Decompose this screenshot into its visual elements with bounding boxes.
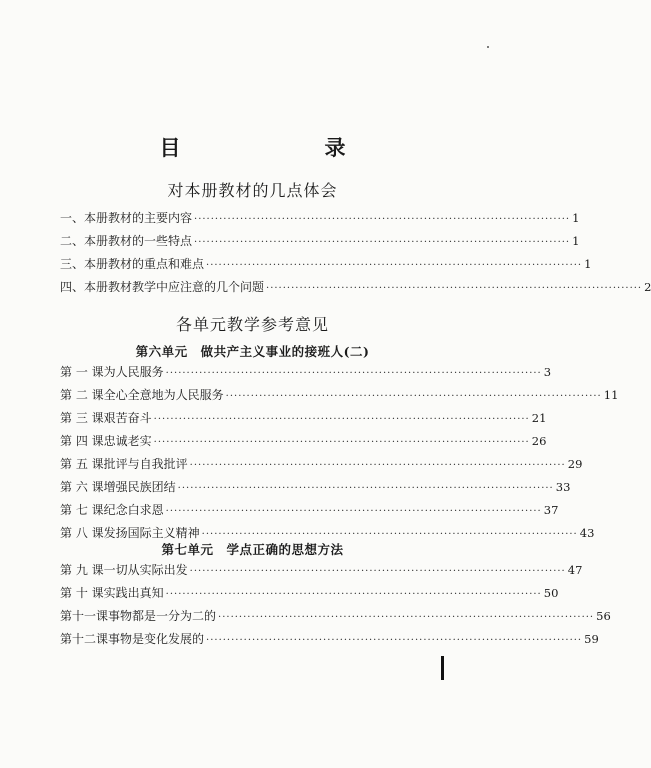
- lesson-title: 艰苦奋斗: [103, 411, 152, 425]
- toc-entry: [60, 208, 580, 228]
- scan-edge-mark: [441, 656, 444, 680]
- lesson-number: 第十一课: [60, 609, 109, 623]
- page-title: 目 录: [159, 135, 380, 160]
- lesson-entry: [60, 454, 583, 474]
- lesson-page: 37: [543, 503, 559, 517]
- lesson-number: 第 六 课: [60, 480, 104, 494]
- toc-entry-label: 一、本册教材的主要内容: [60, 211, 193, 225]
- lesson-page: 29: [567, 457, 583, 471]
- lesson-entry: [60, 477, 571, 497]
- lesson-page: 56: [596, 609, 611, 623]
- units-heading: 各单元教学参考意见: [175, 315, 329, 334]
- leader-dots: ··························································································: [153, 437, 530, 448]
- toc-entry-label: 二、本册教材的一些特点: [60, 234, 193, 248]
- lesson-number: 第 八 课: [60, 526, 104, 540]
- leader-dots: ··························································································: [266, 283, 643, 294]
- toc-entry: [60, 231, 580, 251]
- toc-entry: [60, 277, 651, 297]
- lesson-page: 33: [555, 480, 571, 494]
- lesson-entry: [60, 500, 559, 520]
- lesson-number: 第 五 课: [60, 457, 104, 471]
- lesson-page: 47: [567, 563, 583, 577]
- lesson-page: 3: [543, 365, 552, 379]
- lesson-title: 忠诚老实: [103, 434, 152, 448]
- intro-heading: 对本册教材的几点体会: [167, 181, 338, 200]
- lesson-number: 第十二课: [60, 632, 109, 646]
- lesson-page: 50: [543, 586, 559, 600]
- lesson-title: 事物都是一分为二的: [108, 609, 217, 623]
- leader-dots: ··························································································: [189, 460, 566, 471]
- leader-dots: ··························································································: [206, 260, 583, 271]
- lesson-title: 发扬国际主义精神: [103, 526, 200, 540]
- lesson-entry: [60, 431, 547, 451]
- lesson-number: 第 四 课: [60, 434, 104, 448]
- lesson-page: 43: [579, 526, 595, 540]
- leader-dots: ··························································································: [218, 612, 595, 623]
- lesson-number: 第 七 课: [60, 503, 104, 517]
- lesson-page: 59: [584, 632, 599, 646]
- lesson-number: 第 十 课: [60, 586, 104, 600]
- lesson-entry: [60, 385, 619, 405]
- unit-heading: 第六单元 做共产主义事业的接班人(二): [135, 344, 370, 359]
- unit-heading: 第七单元 学点正确的思想方法: [161, 542, 344, 557]
- lesson-title: 批评与自我批评: [103, 457, 188, 471]
- lesson-title: 事物是变化发展的: [108, 632, 205, 646]
- lesson-title: 为人民服务: [103, 365, 164, 379]
- leader-dots: ··························································································: [177, 483, 554, 494]
- lesson-number: 第 九 课: [60, 563, 104, 577]
- leader-dots: ··························································································: [225, 391, 602, 402]
- lesson-title: 纪念白求恩: [103, 503, 164, 517]
- lesson-number: 第 二 课: [60, 388, 104, 402]
- toc-entry-label: 四、本册教材教学中应注意的几个问题: [60, 280, 265, 294]
- leader-dots: ··························································································: [201, 529, 578, 540]
- lesson-title: 全心全意地为人民服务: [103, 388, 224, 402]
- leader-dots: ··························································································: [165, 368, 542, 379]
- leader-dots: ··························································································: [194, 214, 571, 225]
- lesson-entry: [60, 629, 599, 649]
- toc-entry-page: 1: [572, 234, 580, 248]
- leader-dots: ··························································································: [206, 635, 583, 646]
- leader-dots: ··························································································: [194, 237, 571, 248]
- lesson-number: 第 一 课: [60, 365, 104, 379]
- lesson-number: 第 三 课: [60, 411, 104, 425]
- lesson-title: 一切从实际出发: [103, 563, 188, 577]
- scan-speck: [487, 46, 489, 48]
- lesson-entry: [60, 362, 552, 382]
- toc-entry-page: 1: [572, 211, 580, 225]
- toc-entry-page: 2: [644, 280, 651, 294]
- toc-entry-label: 三、本册教材的重点和难点: [60, 257, 205, 271]
- lesson-entry: [60, 606, 611, 626]
- leader-dots: ··························································································: [189, 566, 566, 577]
- lesson-entry: [60, 408, 547, 428]
- lesson-entry: [60, 583, 559, 603]
- toc-entry-page: 1: [584, 257, 592, 271]
- lesson-page: 11: [603, 388, 619, 402]
- lesson-page: 21: [531, 411, 547, 425]
- toc-entry: [60, 254, 592, 274]
- leader-dots: ··························································································: [153, 414, 530, 425]
- lesson-title: 增强民族团结: [103, 480, 176, 494]
- lesson-title: 实践出真知: [103, 586, 164, 600]
- leader-dots: ··························································································: [165, 589, 542, 600]
- lesson-entry: [60, 560, 583, 580]
- leader-dots: ··························································································: [165, 506, 542, 517]
- lesson-page: 26: [531, 434, 547, 448]
